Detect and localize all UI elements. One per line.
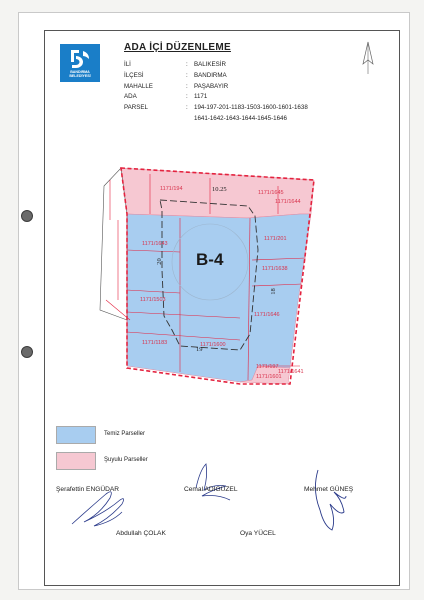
info-value-continued: 1641-1642-1643-1644-1645-1646 [194,114,287,122]
parcel-label: 1171/1600 [200,342,226,348]
info-value: 194-197-201-1183-1503-1600-1601-1638 [194,104,308,112]
info-value: BANDIRMA [194,71,227,79]
signatory-name: Şerafettin ENGÜDAR [56,486,120,493]
parcel-label: 1171/1644 [275,199,301,205]
parcel-label: 1171/197 [256,364,279,370]
signature-icon [315,470,346,530]
parcel-label: 1171/1643 [142,241,168,247]
signatory-name: Cemal ADIGÜZEL [184,486,238,493]
signatory-name: Abdullah ÇOLAK [116,530,166,537]
dimension-label: 19 [196,346,203,353]
signature-icon [72,492,124,526]
info-sep: : [186,71,188,79]
info-value: BALIKESİR [194,61,226,68]
info-key: İLİ [124,61,131,68]
info-value: 1171 [194,93,208,101]
parcel-label: 1171/1645 [258,190,284,196]
info-key: PARSEL [124,104,148,112]
info-sep: : [186,104,188,112]
parcel-label: 1171/1646 [254,312,280,318]
info-sep: : [186,61,188,68]
signature-icon [196,464,230,500]
parcel-label: 1171/1601 [256,374,282,380]
legend-label-clean: Temiz Parseller [104,431,146,437]
info-sep: : [186,93,188,101]
parcel-label: 1171/1638 [262,266,288,272]
dimension-label: 18 [269,288,277,295]
info-key: ADA [124,93,137,101]
signatory-name: Oya YÜCEL [240,530,276,537]
parcel-label: 1171/194 [160,186,183,192]
info-key: İLÇESİ [124,71,144,79]
dimension-label: 10.25 [212,186,227,193]
signatory-name: Mehmet GÜNEŞ [304,486,354,493]
parcel-label: 1171/201 [264,236,287,242]
parcel-label: 1171/1641 [278,369,304,375]
info-key: MAHALLE [124,82,153,90]
parcel-label: 1171/1183 [142,340,168,346]
info-sep: : [186,82,188,90]
block-label: B-4 [196,250,224,269]
info-value: PAŞABAYIR [194,82,229,90]
parcel-label: 1171/1503 [140,297,166,303]
page-title: ADA İÇİ DÜZENLEME [124,42,231,53]
logo-text: BANDIRMA BELEDİYESİ [69,70,91,79]
dimension-label: 20 [155,258,163,265]
legend-label-shared: Şuyulu Parseller [104,457,148,463]
